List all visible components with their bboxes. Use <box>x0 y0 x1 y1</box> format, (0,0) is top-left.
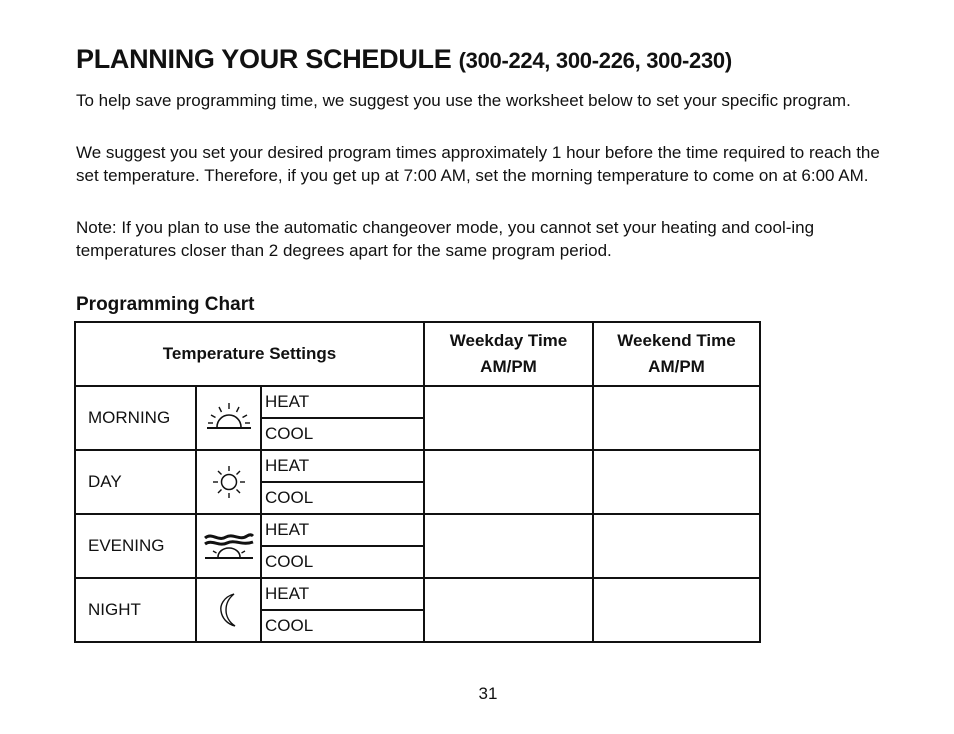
intro-paragraph: To help save programming time, we suggest you use the worksheet below to set your specific program. <box>76 91 851 110</box>
mode-heat <box>261 514 424 546</box>
title-models: (300-224, 300-226, 300-230) <box>458 48 732 73</box>
sun-icon <box>196 450 261 514</box>
period-label-morning: MORNING <box>75 386 196 450</box>
mode-cool-label: COOL <box>265 488 314 507</box>
header-weekday-time <box>424 322 593 386</box>
sunrise-icon <box>196 386 261 450</box>
period-label-evening: EVENING <box>75 514 196 578</box>
mode-cool-label: COOL <box>265 424 314 443</box>
period-label-day: DAY <box>75 450 196 514</box>
header-weekend-time <box>593 322 760 386</box>
page-title <box>76 44 732 75</box>
mode-heat <box>261 578 424 610</box>
table-row-day-heat <box>75 450 760 482</box>
sunset-icon <box>196 514 261 578</box>
weekend-time-cell[interactable] <box>593 450 760 514</box>
page-number: 31 <box>478 684 498 703</box>
chart-header-row <box>75 322 760 386</box>
mode-heat-label: HEAT <box>265 456 310 475</box>
mode-heat <box>261 386 424 418</box>
weekend-time-cell[interactable] <box>593 386 760 450</box>
mode-cool-label: COOL <box>265 552 314 571</box>
weekend-time-cell[interactable] <box>593 578 760 642</box>
table-row-night-heat <box>75 578 760 610</box>
mode-cool <box>261 482 424 514</box>
weekday-time-cell[interactable] <box>424 450 593 514</box>
weekday-time-cell[interactable] <box>424 578 593 642</box>
programming-chart <box>74 321 761 643</box>
header-weekend-line2: AM/PM <box>648 357 705 376</box>
weekday-time-cell[interactable] <box>424 514 593 578</box>
mode-cool <box>261 546 424 578</box>
weekday-time-cell[interactable] <box>424 386 593 450</box>
chart-heading: Programming Chart <box>76 294 255 315</box>
weekend-time-cell[interactable] <box>593 514 760 578</box>
mode-heat <box>261 450 424 482</box>
mode-heat-label: HEAT <box>265 520 310 539</box>
header-weekday-line1: Weekday Time <box>449 331 568 350</box>
table-row-morning-heat <box>75 386 760 418</box>
mode-heat-label: HEAT <box>265 392 310 411</box>
header-weekend-line1: Weekend Time <box>617 331 736 350</box>
header-temperature-settings: Temperature Settings <box>75 322 424 386</box>
note-paragraph: Note: If you plan to use the automatic changeover mode, you cannot set your heating and cool-ing temperatures closer than 2 degrees apart for the same program period. <box>76 218 815 260</box>
title-main: PLANNING YOUR SCHEDULE <box>76 44 452 74</box>
moon-icon <box>196 578 261 642</box>
timing-paragraph: We suggest you set your desired program times approximately 1 hour before the time required to reach the set temperature. Therefore, if you get up at 7:00 AM, set the morning temperature to come on at 6:00 AM. <box>76 143 880 185</box>
mode-cool <box>261 418 424 450</box>
mode-heat-label: HEAT <box>265 584 310 603</box>
mode-cool-label: COOL <box>265 616 314 635</box>
period-label-night: NIGHT <box>75 578 196 642</box>
table-row-evening-heat <box>75 514 760 546</box>
header-weekday-line2: AM/PM <box>480 357 537 376</box>
mode-cool <box>261 610 424 642</box>
